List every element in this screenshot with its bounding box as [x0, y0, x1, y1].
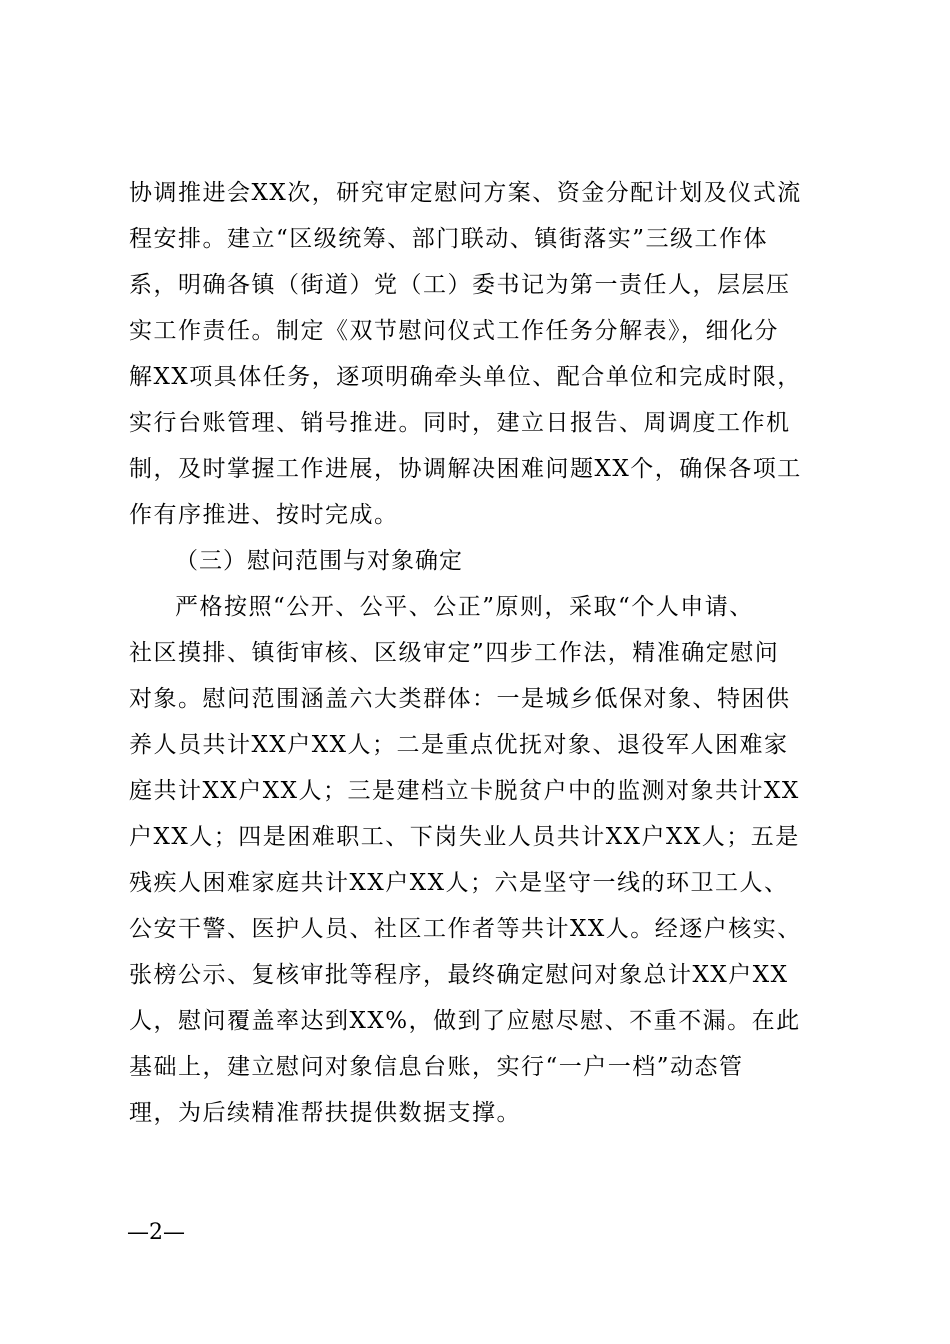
body-line: 对象。慰问范围涵盖六大类群体：一是城乡低保对象、特困供 — [129, 686, 791, 712]
body-line: 社区摸排、镇街审核、区级审定”四步工作法，精准确定慰问 — [129, 640, 780, 666]
body-line: 养人员共计XX户XX人；二是重点优抚对象、退役军人困难家 — [129, 732, 789, 758]
body-line: 人，慰问覆盖率达到XX%，做到了应慰尽慰、不重不漏。在此 — [129, 1008, 801, 1034]
body-line: 实工作责任。制定《双节慰问仪式工作任务分解表》，细化分 — [129, 318, 779, 344]
body-line: 解XX项具体任务，逐项明确牵头单位、配合单位和完成时限， — [129, 364, 802, 390]
page-number: —2— — [127, 1220, 185, 1245]
body-line: 作有序推进、按时完成。 — [129, 502, 399, 528]
body-line: 残疾人困难家庭共计XX户XX人；六是坚守一线的环卫工人、 — [129, 870, 789, 896]
section-heading: （三）慰问范围与对象确定 — [175, 548, 463, 574]
body-line: 公安干警、医护人员、社区工作者等共计XX人。经逐户核实、 — [129, 916, 802, 942]
body-line: 实行台账管理、销号推进。同时，建立日报告、周调度工作机 — [129, 410, 791, 436]
body-line: 系，明确各镇（街道）党（工）委书记为第一责任人，层层压 — [129, 272, 791, 298]
body-line: 严格按照“公开、公平、公正”原则，采取“个人申请、 — [175, 594, 754, 620]
body-line: 基础上，建立慰问对象信息台账，实行“一户一档”动态管 — [129, 1054, 744, 1080]
body-line: 程安排。建立“区级统筹、部门联动、镇街落实”三级工作体 — [129, 226, 769, 252]
body-line: 张榜公示、复核审批等程序，最终确定慰问对象总计XX户XX — [129, 962, 789, 988]
body-line: 制，及时掌握工作进展，协调解决困难问题XX个，确保各项工 — [129, 456, 802, 482]
body-line: 户XX人；四是困难职工、下岗失业人员共计XX户XX人；五是 — [129, 824, 800, 850]
body-line: 理，为后续精准帮扶提供数据支撑。 — [129, 1100, 521, 1126]
body-line: 庭共计XX户XX人；三是建档立卡脱贫户中的监测对象共计XX — [129, 778, 800, 804]
body-line: 协调推进会XX次，研究审定慰问方案、资金分配计划及仪式流 — [129, 180, 802, 206]
